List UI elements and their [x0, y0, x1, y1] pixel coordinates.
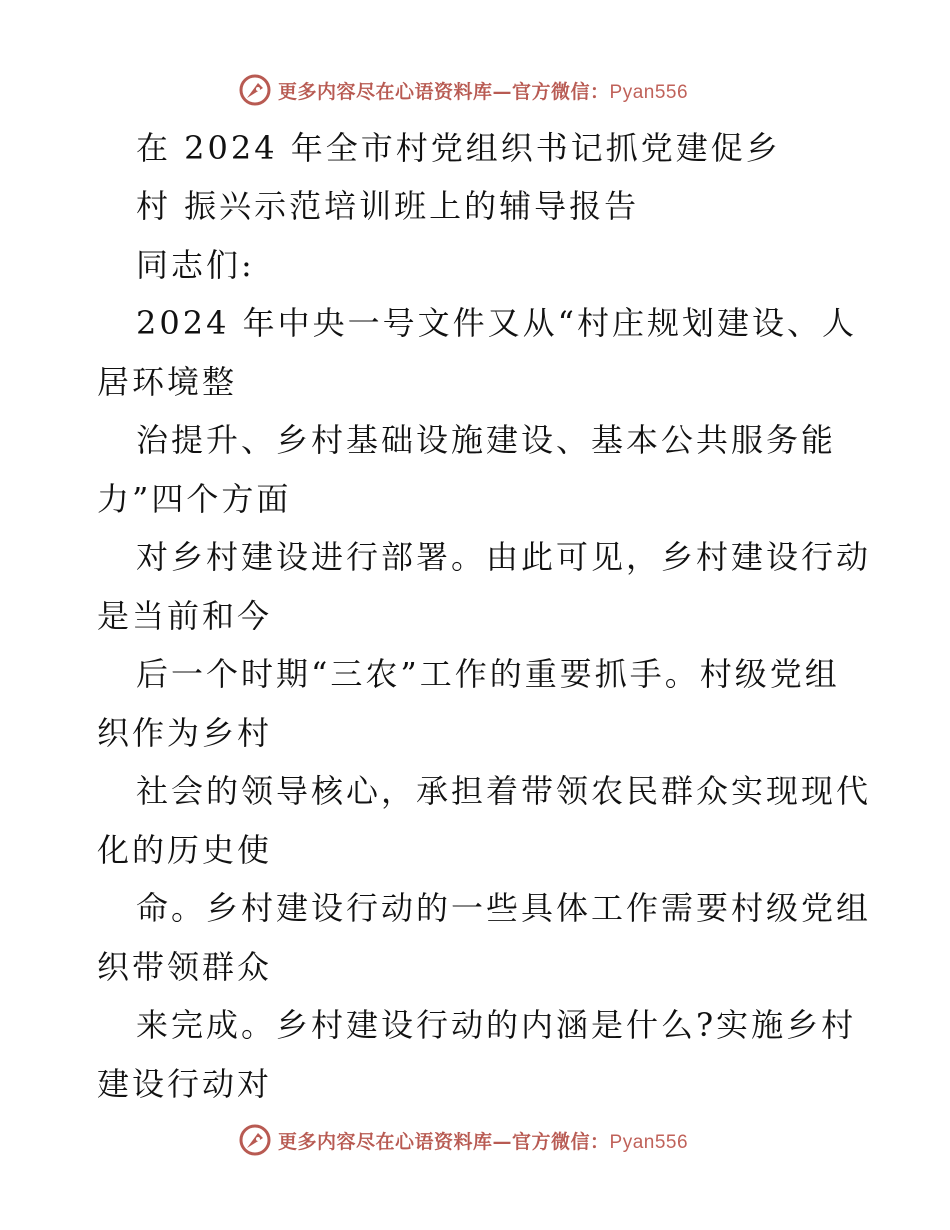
salutation: 同志们: [136, 246, 255, 284]
paragraph-line: 后一个时期“三农”工作的重要抓手。村级党组 [136, 655, 840, 693]
banner-official: 官方微信： [512, 80, 610, 103]
banner-text [278, 1127, 688, 1154]
paragraph-line: 化的历史使 [97, 831, 273, 869]
banner-dash: — [492, 80, 513, 103]
header-banner [238, 72, 718, 108]
pen-nib-logo-icon [238, 1123, 272, 1157]
paragraph-line: 居环境整 [97, 363, 238, 401]
paragraph-line: 织作为乡村 [97, 714, 273, 752]
paragraph-line: 社会的领导核心，承担着带领农民群众实现现代 [136, 772, 872, 810]
banner-text [278, 77, 688, 104]
title-line-2: 村 振兴示范培训班上的辅导报告 [136, 187, 640, 225]
paragraph-line: 2024 年中央一号文件又从“村庄规划建设、人 [136, 304, 857, 342]
paragraph-line: 织带领群众 [97, 948, 273, 986]
paragraph-line: 对乡村建设进行部署。由此可见，乡村建设行动 [136, 538, 872, 576]
banner-wechat-id: Pyan556 [609, 81, 689, 103]
banner-official: 官方微信： [512, 1130, 610, 1153]
footer-banner [238, 1122, 718, 1158]
paragraph-line: 治提升、乡村基础设施建设、基本公共服务能 [136, 421, 837, 459]
title-line-1: 在 2024 年全市村党组织书记抓党建促乡 [136, 129, 781, 167]
paragraph-line: 是当前和今 [97, 597, 273, 635]
banner-wechat-id: Pyan556 [609, 1131, 689, 1153]
pen-nib-logo-icon [238, 73, 272, 107]
banner-dash: — [492, 1130, 513, 1153]
paragraph-line: 建设行动对 [97, 1065, 273, 1103]
paragraph-line: 力”四个方面 [97, 480, 292, 518]
banner-main: 更多内容尽在心语资料库 [278, 80, 493, 103]
paragraph-line: 命。乡村建设行动的一些具体工作需要村级党组 [136, 889, 872, 927]
paragraph-line: 来完成。乡村建设行动的内涵是什么?实施乡村 [136, 1006, 857, 1044]
banner-main: 更多内容尽在心语资料库 [278, 1130, 493, 1153]
